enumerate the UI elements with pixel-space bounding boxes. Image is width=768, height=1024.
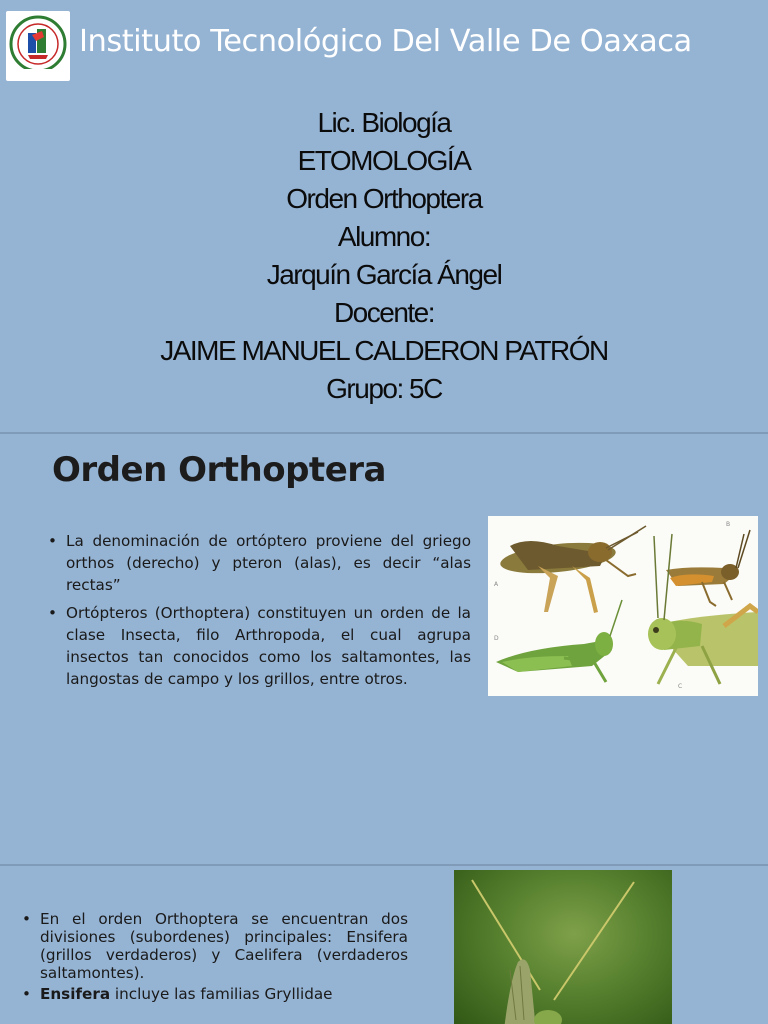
bullet-icon: •: [22, 985, 31, 1003]
title-block: [0, 104, 768, 408]
bullet-list: [48, 530, 471, 696]
bullet-icon: •: [48, 532, 57, 550]
bullet-icon: •: [22, 910, 31, 928]
teacher-label: Docente:: [333, 297, 435, 328]
bullet-text: incluye las familias Gryllidae: [110, 985, 333, 1003]
photo-label-a: A: [494, 581, 499, 588]
degree-line: Lic. Biología: [317, 107, 451, 138]
institution-title: Instituto Tecnológico Del Valle De Oaxaca: [79, 24, 692, 59]
photo-label-c: C: [678, 683, 683, 690]
list-item: [22, 910, 408, 982]
bullet-list: [22, 910, 408, 1006]
grasshopper-green-photo: [454, 870, 672, 1024]
bullet-text: En el orden Orthoptera se encuentran dos divisiones (subordenes) principales: Ensifera (grillos verdaderos) y Caelifera (verdaderos saltamontes).: [40, 910, 408, 982]
title-slide: [0, 0, 768, 432]
list-item: [48, 530, 471, 596]
list-item: [48, 602, 471, 690]
bullet-text: Ortópteros (Orthoptera) constituyen un orden de la clase Insecta, filo Arthropoda, el cual agrupa insectos tan conocidos como los saltamontes, las langostas de campo y los grillos, entre otros.: [66, 604, 471, 688]
bullet-bold-term: Ensifera: [40, 985, 111, 1003]
slide-title: Orden Orthoptera: [52, 450, 386, 490]
photo-label-b: B: [726, 521, 731, 528]
student-name: Jarquín García Ángel: [266, 259, 502, 290]
photo-label-d: D: [494, 635, 499, 642]
student-label: Alumno:: [337, 221, 431, 252]
grasshopper-photo: [488, 516, 758, 696]
list-item: [22, 985, 408, 1003]
group-line: Grupo: 5C: [326, 373, 442, 404]
bullet-text: La denominación de ortóptero proviene del griego orthos (derecho) y pteron (alas), es decir “alas rectas”: [66, 532, 471, 594]
subject-line: ETOMOLOGÍA: [297, 145, 471, 176]
teacher-name: JAIME MANUEL CALDERON PATRÓN: [160, 335, 608, 366]
order-line: Orden Orthoptera: [286, 183, 482, 214]
institution-logo: [6, 11, 70, 81]
suborders-slide: [0, 866, 768, 1024]
orthoptera-slide: [0, 434, 768, 864]
bullet-icon: •: [48, 604, 57, 622]
